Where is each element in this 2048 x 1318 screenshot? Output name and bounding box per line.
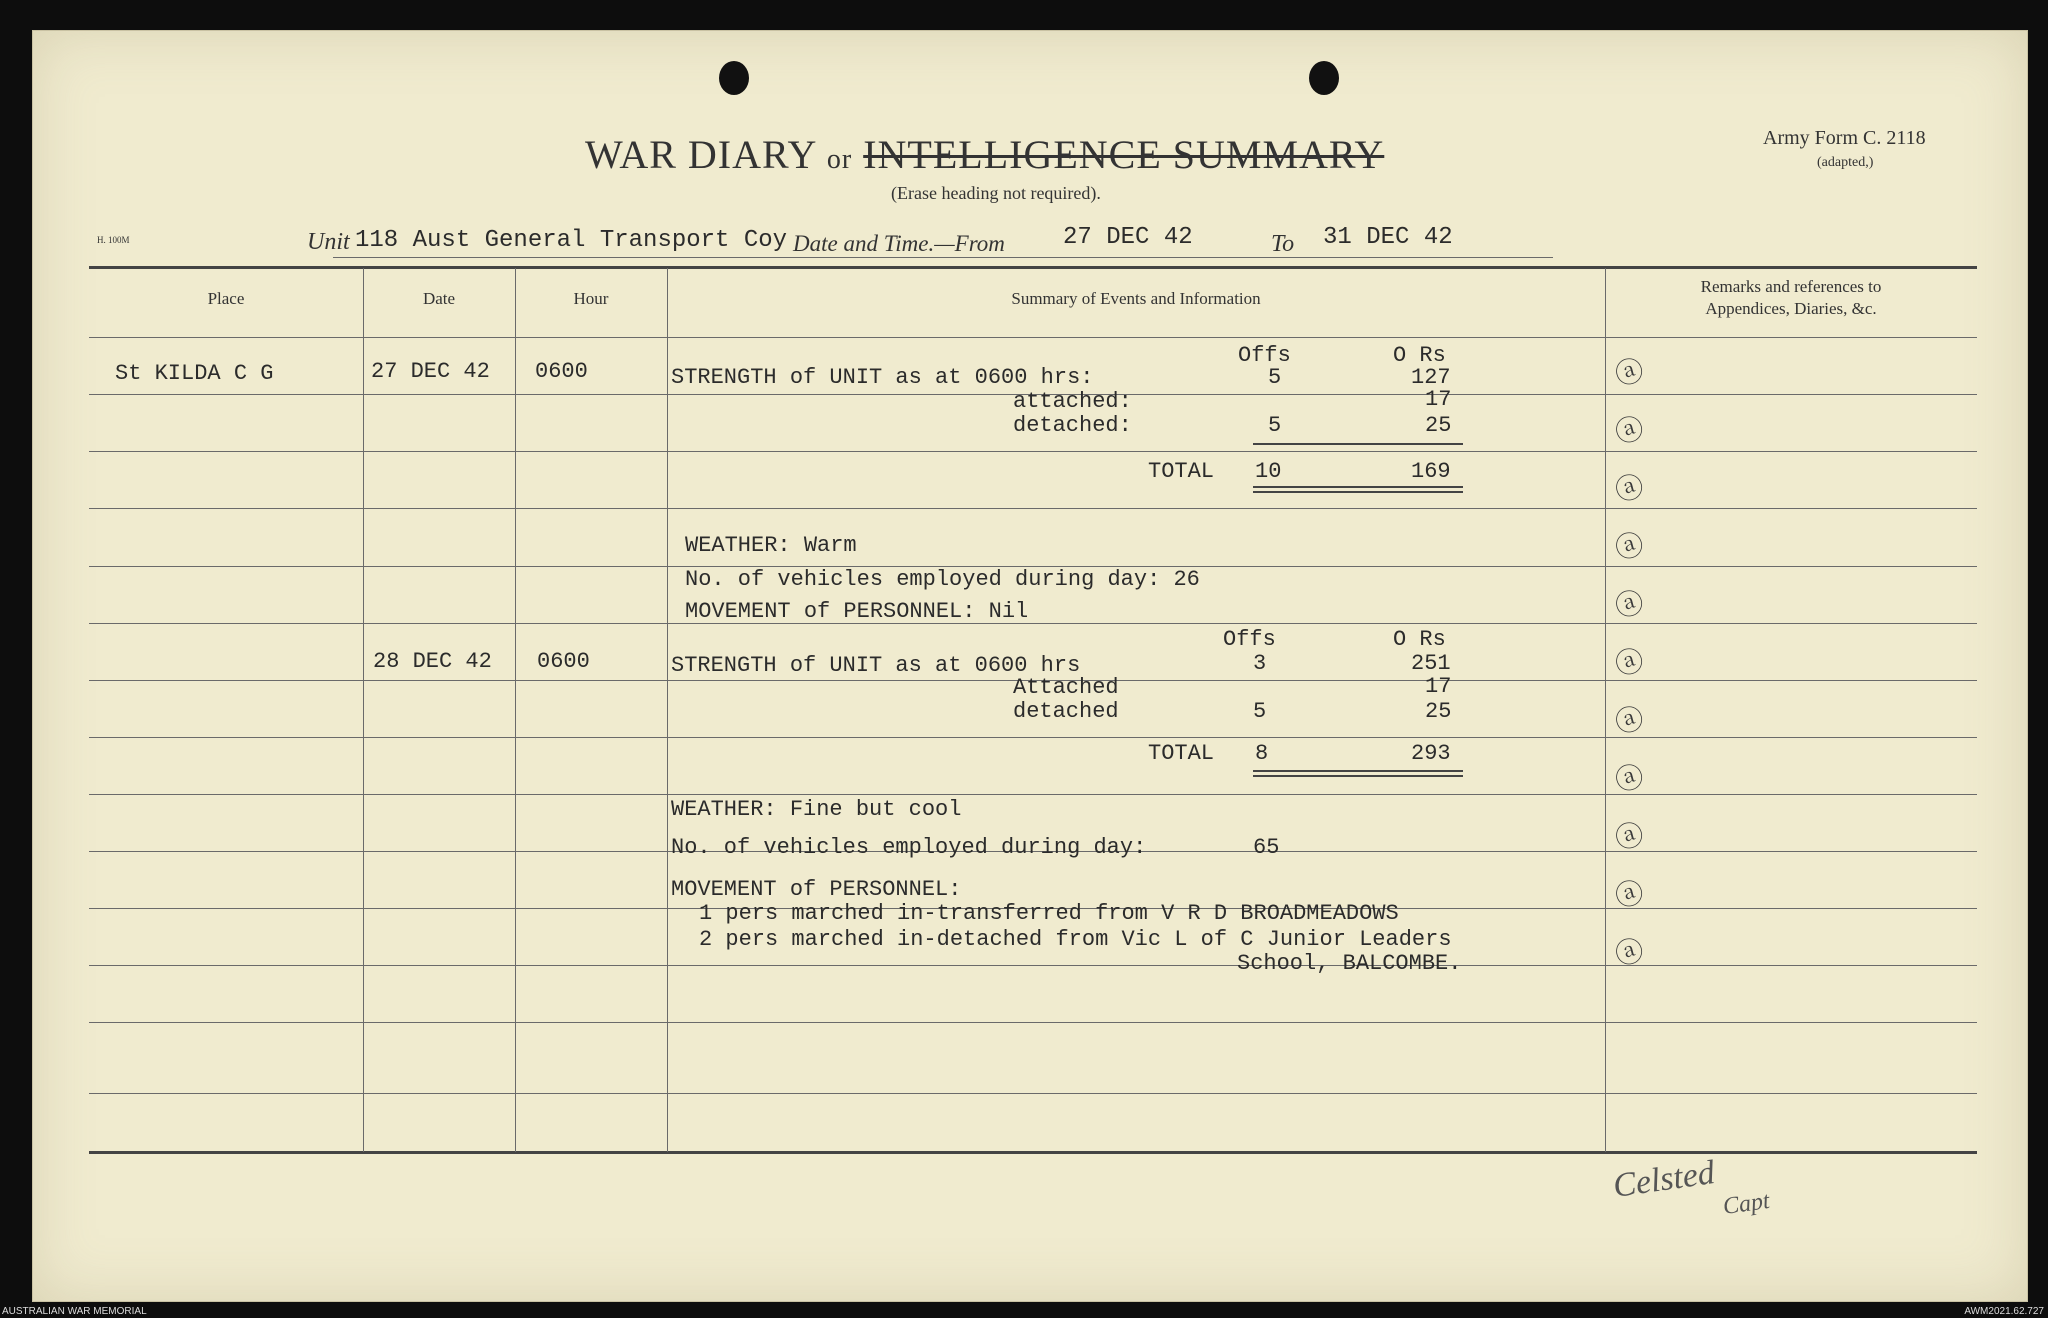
to-label: To <box>1271 231 1295 257</box>
entry2-total-double-rule <box>1253 770 1463 772</box>
entry2-detached-ors: 25 <box>1425 699 1452 724</box>
entry2-detached-label: detached <box>1013 699 1119 724</box>
remarks-mark: ⓐ <box>1611 526 1648 567</box>
entry2-strength-offs: 3 <box>1253 651 1267 676</box>
date-time-label: Date and Time.—From <box>793 231 1005 256</box>
entry2-attached-label: Attached <box>1013 675 1119 700</box>
entry1-hour: 0600 <box>535 359 588 384</box>
form-title: WAR DIARY or INTELLIGENCE SUMMARY <box>585 132 1385 177</box>
col-header-hour: Hour <box>573 289 609 308</box>
entry1-movement: MOVEMENT of PERSONNEL: Nil <box>685 599 1029 624</box>
entry2-total-label: TOTAL <box>1148 741 1215 766</box>
remarks-mark: ⓐ <box>1611 410 1648 451</box>
entry1-date: 27 DEC 42 <box>371 359 490 384</box>
unit-value: 118 Aust General Transport Coy <box>355 227 788 254</box>
unit-underline <box>333 257 1553 258</box>
entry1-place: St KILDA C G <box>115 361 274 386</box>
footer-right: AWM2021.62.727 <box>1964 1306 2044 1317</box>
army-form-number: Army Form C. 2118 <box>1763 127 1926 149</box>
entry1-total-double-rule <box>1253 491 1463 493</box>
entry2-total-offs: 8 <box>1255 741 1269 766</box>
entry2-movement-line-3: School, BALCOMBE. <box>1237 951 1462 976</box>
entry1-weather: WEATHER: Warm <box>685 533 857 558</box>
remarks-mark: ⓐ <box>1611 642 1648 683</box>
remarks-mark: ⓐ <box>1611 700 1648 741</box>
table-bottom-rule <box>89 1151 1977 1154</box>
entry1-total-label: TOTAL <box>1148 459 1215 484</box>
entry1-detached-offs: 5 <box>1268 413 1282 438</box>
from-date: 27 DEC 42 <box>1063 224 1193 251</box>
to-date: 31 DEC 42 <box>1323 224 1453 251</box>
signature-rank: Capt <box>1721 1187 1772 1221</box>
entry2-attached-ors: 17 <box>1425 674 1452 699</box>
entry2-movement-line-1: 1 pers marched in-transferred from V R D BROADMEADOWS <box>699 901 1399 926</box>
entry2-movement-head: MOVEMENT of PERSONNEL: <box>671 877 962 902</box>
entry1-total-offs: 10 <box>1255 459 1282 484</box>
print-code: H. 100M <box>97 235 130 245</box>
erase-note: (Erase heading not required). <box>891 183 1101 203</box>
row-rule <box>89 451 1977 452</box>
entry2-detached-offs: 5 <box>1253 699 1267 724</box>
entry1-total-ors: 169 <box>1411 459 1451 484</box>
entry1-attached-ors: 17 <box>1425 387 1452 412</box>
row-rule <box>89 965 1977 966</box>
entry1-sum-rule <box>1253 443 1463 445</box>
entry2-strength-ors: 251 <box>1411 651 1451 676</box>
punch-hole-left <box>719 61 749 95</box>
row-rule <box>89 1093 1977 1094</box>
punch-hole-right <box>1309 61 1339 95</box>
entry1-detached-ors: 25 <box>1425 413 1452 438</box>
entry1-offs-header: Offs <box>1238 343 1291 368</box>
entry2-strength-label: STRENGTH of UNIT as at 0600 hrs <box>671 653 1081 678</box>
adapted-note: (adapted,) <box>1817 155 1874 170</box>
entry2-movement-line-2: 2 pers marched in-detached from Vic L of C Junior Leaders <box>699 927 1452 952</box>
column-divider-hour <box>667 268 668 1152</box>
header-rule <box>89 337 1977 338</box>
entry2-date: 28 DEC 42 <box>373 649 492 674</box>
col-header-date: Date <box>422 289 456 308</box>
struck-heading: INTELLIGENCE SUMMARY <box>863 132 1385 177</box>
entry2-vehicles-count: 65 <box>1253 835 1280 860</box>
remarks-mark: ⓐ <box>1611 932 1648 973</box>
entry1-ors-header: O Rs <box>1393 343 1446 368</box>
entry1-detached-label: detached: <box>1013 413 1132 438</box>
remarks-mark: ⓐ <box>1611 352 1648 393</box>
entry2-offs-header: Offs <box>1223 627 1276 652</box>
entry2-hour: 0600 <box>537 649 590 674</box>
remarks-mark: ⓐ <box>1611 468 1648 509</box>
row-rule <box>89 737 1977 738</box>
entry2-total-double-rule <box>1253 775 1463 777</box>
row-rule <box>89 1022 1977 1023</box>
entry1-strength-ors: 127 <box>1411 365 1451 390</box>
row-rule <box>89 508 1977 509</box>
column-divider-summary <box>1605 268 1606 1152</box>
entry1-attached-label: attached: <box>1013 389 1132 414</box>
entry1-strength-label: STRENGTH of UNIT as at 0600 hrs: <box>671 365 1094 390</box>
column-divider-date <box>515 268 516 1152</box>
row-rule <box>89 794 1977 795</box>
col-header-place: Place <box>207 289 245 308</box>
unit-label: Unit <box>307 229 350 255</box>
col-header-remarks-1: Remarks and references to <box>1700 277 1882 296</box>
signature-name: Celsted <box>1610 1154 1717 1205</box>
column-divider-place <box>363 268 364 1152</box>
entry2-vehicles: No. of vehicles employed during day: <box>671 835 1147 860</box>
remarks-mark: ⓐ <box>1611 874 1648 915</box>
entry2-ors-header: O Rs <box>1393 627 1446 652</box>
col-header-summary: Summary of Events and Information <box>1011 289 1261 308</box>
entry1-total-double-rule <box>1253 486 1463 488</box>
entry2-weather: WEATHER: Fine but cool <box>671 797 962 822</box>
remarks-mark: ⓐ <box>1611 816 1648 857</box>
row-rule <box>89 623 1977 624</box>
footer-left: AUSTRALIAN WAR MEMORIAL <box>2 1306 147 1317</box>
entry1-vehicles: No. of vehicles employed during day: 26 <box>685 567 1200 592</box>
table-top-rule <box>89 266 1977 269</box>
remarks-mark: ⓐ <box>1611 758 1648 799</box>
remarks-mark: ⓐ <box>1611 584 1648 625</box>
diary-sheet <box>32 30 2028 1302</box>
entry1-strength-offs: 5 <box>1268 365 1282 390</box>
col-header-remarks-2: Appendices, Diaries, &c. <box>1705 299 1877 318</box>
entry2-total-ors: 293 <box>1411 741 1451 766</box>
